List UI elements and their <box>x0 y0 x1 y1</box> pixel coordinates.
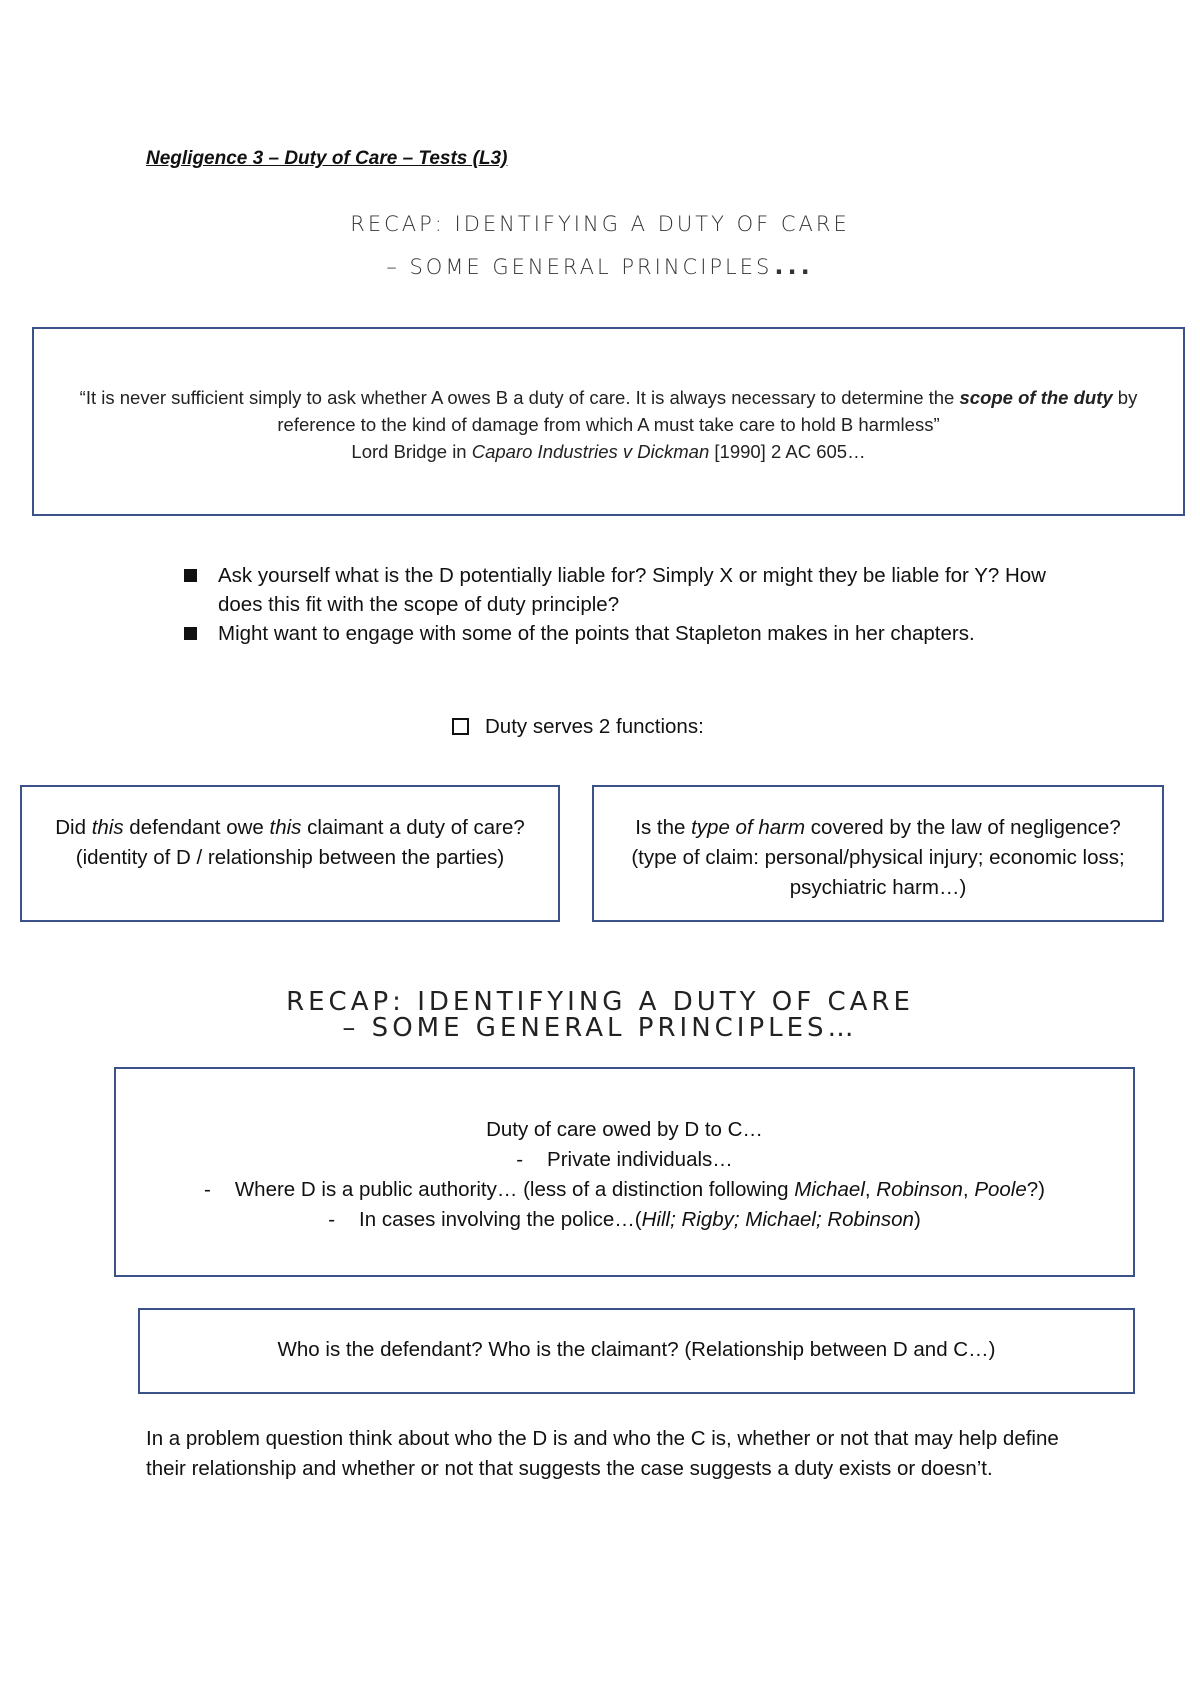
function-left-text <box>22 813 558 873</box>
list-item <box>116 1205 1133 1235</box>
recap-heading-line2-text: – SOME GENERAL PRINCIPLES <box>386 255 773 279</box>
hollow-square-icon <box>452 718 469 735</box>
closing-paragraph: In a problem question think about who the D is and who the C is, whether or not that may help define their relationship and whether or not that suggests the case suggests a duty exists or doesn’t. <box>146 1427 1059 1480</box>
recap-heading-line2 <box>0 252 1200 280</box>
list-item <box>116 1145 1133 1175</box>
police-cases: Hill; Rigby; Michael; Robinson <box>641 1208 914 1231</box>
quote-case-name: Caparo Industries v Dickman <box>471 441 710 462</box>
recap-large-line2: – SOME GENERAL PRINCIPLES… <box>342 1013 858 1043</box>
item-end: ) <box>913 1208 921 1231</box>
bullet-list <box>184 561 1084 648</box>
function-right-p1: Is the <box>635 816 692 839</box>
general-principles-text <box>116 1115 1133 1235</box>
quote-citation: [1990] 2 AC 605… <box>709 441 866 462</box>
recap-heading-line1: RECAP: IDENTIFYING A DUTY OF CARE <box>350 212 850 236</box>
square-bullet-icon <box>184 569 197 582</box>
function-left-p1: Did <box>55 816 92 839</box>
case-robinson: Robinson <box>876 1178 963 1201</box>
function-left-emph1: this <box>91 816 124 839</box>
recap-large-line1: RECAP: IDENTIFYING A DUTY OF CARE <box>286 987 914 1017</box>
quote-part1: “It is never sufficient simply to ask whether A owes B a duty of care. It is always necessary to determine the <box>79 387 960 408</box>
general-principles-box <box>114 1067 1135 1277</box>
function-left-p3: claimant a duty of care? <box>301 816 525 839</box>
function-left-p2: defendant owe <box>123 816 270 839</box>
duty-functions-item <box>452 715 704 739</box>
who-box <box>138 1308 1135 1394</box>
function-right-text <box>594 813 1162 903</box>
separator: , <box>864 1178 877 1201</box>
function-right-line2: (type of claim: personal/physical injury; economic loss; psychiatric harm…) <box>631 846 1125 899</box>
function-left-emph2: this <box>269 816 302 839</box>
quote-text <box>60 384 1157 465</box>
quote-part2: by reference to the kind of damage from which A must take care to hold B harmless” <box>277 387 1138 435</box>
dash-bullet: - <box>203 1178 211 1201</box>
case-poole: Poole <box>974 1178 1027 1201</box>
quote-attribution-prefix: Lord Bridge in <box>351 441 472 462</box>
item-police: In cases involving the police…( <box>359 1208 642 1231</box>
dash-bullet: - <box>328 1208 336 1231</box>
bullet-text: Ask yourself what is the D potentially liable for? Simply X or might they be liable for Y? How does this fit with the scope of duty principle? <box>218 564 1046 616</box>
item-public-authority: Where D is a public authority… (less of a distinction following <box>234 1178 795 1201</box>
duty-functions-text: Duty serves 2 functions: <box>485 715 704 738</box>
list-item <box>184 619 1084 648</box>
function-right-p2: covered by the law of negligence? <box>805 816 1121 839</box>
item-private-individuals: Private individuals… <box>547 1148 733 1171</box>
function-box-right <box>592 785 1164 922</box>
bullet-text: Might want to engage with some of the points that Stapleton makes in her chapters. <box>218 622 975 645</box>
function-right-emph: type of harm <box>691 816 806 839</box>
case-michael: Michael <box>794 1178 865 1201</box>
square-bullet-icon <box>184 627 197 640</box>
dash-bullet: - <box>516 1148 524 1171</box>
list-item <box>184 561 1084 619</box>
item-end: ?) <box>1026 1178 1045 1201</box>
quote-emphasis: scope of the duty <box>959 387 1113 408</box>
general-heading: Duty of care owed by D to C… <box>486 1118 763 1141</box>
document-title: Negligence 3 – Duty of Care – Tests (L3) <box>146 148 508 169</box>
function-box-left <box>20 785 560 922</box>
separator: , <box>962 1178 975 1201</box>
who-text: Who is the defendant? Who is the claimant? (Relationship between D and C…) <box>277 1338 996 1361</box>
list-item <box>116 1175 1133 1205</box>
recap-heading-dots: ... <box>774 252 814 280</box>
function-left-line2: (identity of D / relationship between the parties) <box>75 846 505 869</box>
